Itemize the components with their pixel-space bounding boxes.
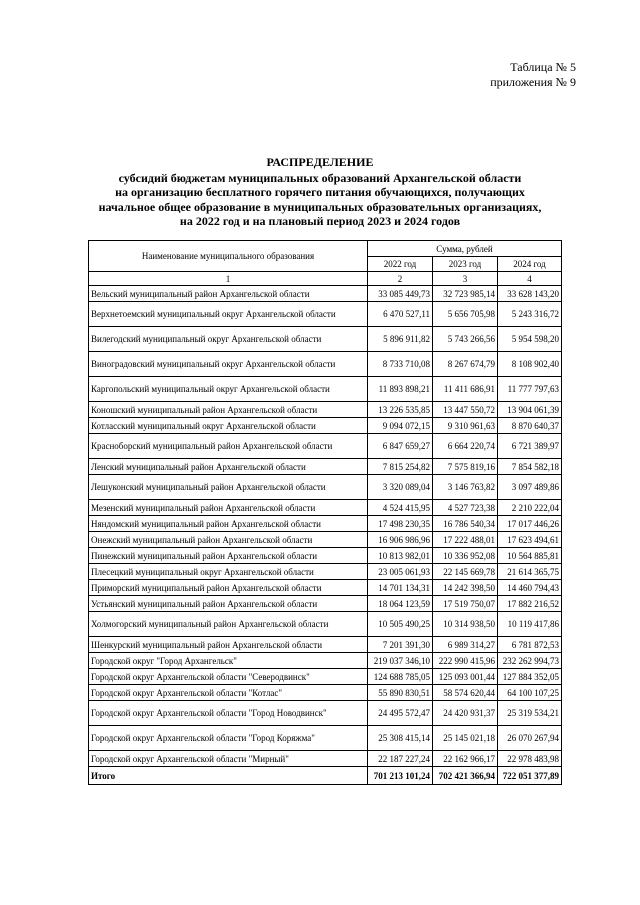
heading-line-3: начальное общее образование в муниципальных образовательных организациях, (98, 199, 542, 214)
heading-line-4: на 2022 год и на плановый период 2023 и 2024 годов (179, 214, 461, 228)
value-2022-cell: 18 064 123,59 (368, 596, 433, 612)
table-row (89, 564, 562, 580)
value-2023-cell: 6 664 220,74 (433, 434, 498, 459)
value-2022-cell: 10 813 982,01 (368, 548, 433, 564)
value-2024-cell: 17 623 494,61 (498, 532, 562, 548)
table-body (89, 286, 562, 767)
column-number-3: 3 (433, 272, 498, 286)
municipality-name-cell: Каргопольский муниципальный округ Архангельской области (89, 377, 368, 402)
value-2022-cell: 13 226 535,85 (368, 402, 433, 418)
municipality-name-cell: Верхнетоемский муниципальный округ Архангельской области (89, 302, 368, 327)
table-row (89, 701, 562, 726)
value-2024-cell: 64 100 107,25 (498, 685, 562, 701)
value-2022-cell: 4 524 415,95 (368, 500, 433, 516)
value-2023-cell: 14 242 398,50 (433, 580, 498, 596)
value-2022-cell: 10 505 490,25 (368, 612, 433, 637)
value-2022-cell: 11 893 898,21 (368, 377, 433, 402)
total-2022: 701 213 101,24 (368, 767, 433, 785)
value-2024-cell: 33 628 143,20 (498, 286, 562, 302)
table-row (89, 402, 562, 418)
heading-line-1: субсидий бюджетам муниципальных образований Архангельской области (118, 170, 522, 185)
municipality-name-cell: Холмогорский муниципальный район Архангельской области (89, 612, 368, 637)
municipality-name-cell: Городской округ Архангельской области "Город Коряжма" (89, 726, 368, 751)
table-row (89, 516, 562, 532)
value-2023-cell: 8 267 674,79 (433, 352, 498, 377)
value-2024-cell: 8 870 640,37 (498, 418, 562, 434)
table-row (89, 751, 562, 767)
value-2022-cell: 23 005 061,93 (368, 564, 433, 580)
table-row (89, 637, 562, 653)
value-2023-cell: 22 162 966,17 (433, 751, 498, 767)
total-row (89, 767, 562, 785)
value-2022-cell: 124 688 785,05 (368, 669, 433, 685)
table-row (89, 653, 562, 669)
value-2024-cell: 127 884 352,05 (498, 669, 562, 685)
value-2023-cell: 125 093 001,44 (433, 669, 498, 685)
appendix-reference (490, 60, 576, 90)
municipality-name-cell: Вельский муниципальный район Архангельской области (89, 286, 368, 302)
table-row (89, 434, 562, 459)
table-row (89, 500, 562, 516)
value-2024-cell: 10 119 417,86 (498, 612, 562, 637)
municipality-name-cell: Котласский муниципальный округ Архангельской области (89, 418, 368, 434)
header-municipality-name: Наименование муниципального образования (89, 241, 368, 272)
value-2022-cell: 6 847 659,27 (368, 434, 433, 459)
value-2022-cell: 33 085 449,73 (368, 286, 433, 302)
value-2022-cell: 6 470 527,11 (368, 302, 433, 327)
column-number-1: 1 (89, 272, 368, 286)
table-row (89, 612, 562, 637)
value-2023-cell: 7 575 819,16 (433, 459, 498, 475)
value-2024-cell: 6 781 872,53 (498, 637, 562, 653)
total-2023: 702 421 366,94 (433, 767, 498, 785)
municipality-name-cell: Мезенский муниципальный район Архангельской области (89, 500, 368, 516)
value-2024-cell: 11 777 797,63 (498, 377, 562, 402)
municipality-name-cell: Вилегодский муниципальный округ Архангельской области (89, 327, 368, 352)
table-row (89, 459, 562, 475)
municipality-name-cell: Ленский муниципальный район Архангельской области (89, 459, 368, 475)
document-title: РАСПРЕДЕЛЕНИЕ (266, 155, 374, 169)
appendix-number: приложения № 9 (490, 75, 576, 89)
value-2023-cell: 6 989 314,27 (433, 637, 498, 653)
header-year-2023: 2023 год (433, 257, 498, 272)
value-2023-cell: 13 447 550,72 (433, 402, 498, 418)
value-2023-cell: 25 145 021,18 (433, 726, 498, 751)
table-row (89, 548, 562, 564)
value-2024-cell: 7 854 582,18 (498, 459, 562, 475)
municipality-name-cell: Онежский муниципальный район Архангельской области (89, 532, 368, 548)
value-2023-cell: 5 743 266,56 (433, 327, 498, 352)
value-2022-cell: 7 815 254,82 (368, 459, 433, 475)
value-2022-cell: 8 733 710,08 (368, 352, 433, 377)
value-2023-cell: 3 146 763,82 (433, 475, 498, 500)
value-2023-cell: 4 527 723,38 (433, 500, 498, 516)
value-2023-cell: 11 411 686,91 (433, 377, 498, 402)
table-row (89, 352, 562, 377)
value-2024-cell: 8 108 902,40 (498, 352, 562, 377)
value-2023-cell: 9 310 961,63 (433, 418, 498, 434)
value-2024-cell: 17 882 216,52 (498, 596, 562, 612)
table-row (89, 475, 562, 500)
value-2023-cell: 5 656 705,98 (433, 302, 498, 327)
municipality-name-cell: Красноборский муниципальный район Архангельской области (89, 434, 368, 459)
municipality-name-cell: Няндомский муниципальный район Архангельской области (89, 516, 368, 532)
subsidy-distribution-table (88, 240, 562, 785)
value-2023-cell: 10 336 952,08 (433, 548, 498, 564)
value-2023-cell: 17 222 488,01 (433, 532, 498, 548)
municipality-name-cell: Городской округ Архангельской области "Северодвинск" (89, 669, 368, 685)
table-row (89, 596, 562, 612)
value-2024-cell: 5 954 598,20 (498, 327, 562, 352)
municipality-name-cell: Приморский муниципальный район Архангельской области (89, 580, 368, 596)
value-2024-cell: 10 564 885,81 (498, 548, 562, 564)
value-2023-cell: 10 314 938,50 (433, 612, 498, 637)
document-heading (60, 155, 580, 229)
value-2024-cell: 17 017 446,26 (498, 516, 562, 532)
table-row (89, 685, 562, 701)
column-number-2: 2 (368, 272, 433, 286)
value-2022-cell: 3 320 089,04 (368, 475, 433, 500)
total-label: Итого (89, 767, 368, 785)
value-2024-cell: 26 070 267,94 (498, 726, 562, 751)
value-2024-cell: 25 319 534,21 (498, 701, 562, 726)
value-2022-cell: 14 701 134,31 (368, 580, 433, 596)
table-row (89, 377, 562, 402)
municipality-name-cell: Шенкурский муниципальный район Архангельской области (89, 637, 368, 653)
value-2023-cell: 22 145 669,78 (433, 564, 498, 580)
value-2023-cell: 17 519 750,07 (433, 596, 498, 612)
table-row (89, 532, 562, 548)
value-2022-cell: 55 890 830,51 (368, 685, 433, 701)
municipality-name-cell: Городской округ "Город Архангельск" (89, 653, 368, 669)
value-2022-cell: 5 896 911,82 (368, 327, 433, 352)
value-2022-cell: 17 498 230,35 (368, 516, 433, 532)
municipality-name-cell: Устьянский муниципальный район Архангельской области (89, 596, 368, 612)
total-2024: 722 051 377,89 (498, 767, 562, 785)
header-year-2024: 2024 год (498, 257, 562, 272)
value-2024-cell: 22 978 483,98 (498, 751, 562, 767)
value-2022-cell: 7 201 391,30 (368, 637, 433, 653)
municipality-name-cell: Пинежский муниципальный район Архангельской области (89, 548, 368, 564)
heading-line-2: на организацию бесплатного горячего питания обучающихся, получающих (115, 185, 525, 199)
value-2024-cell: 5 243 316,72 (498, 302, 562, 327)
municipality-name-cell: Лешуконский муниципальный район Архангельской области (89, 475, 368, 500)
value-2022-cell: 22 187 227,24 (368, 751, 433, 767)
table-row (89, 580, 562, 596)
value-2023-cell: 24 420 931,37 (433, 701, 498, 726)
value-2024-cell: 21 614 365,75 (498, 564, 562, 580)
header-sum-rubles: Сумма, рублей (368, 241, 562, 257)
table-row (89, 418, 562, 434)
value-2023-cell: 32 723 985,14 (433, 286, 498, 302)
municipality-name-cell: Коношский муниципальный район Архангельской области (89, 402, 368, 418)
table-row (89, 669, 562, 685)
table-row (89, 286, 562, 302)
value-2023-cell: 58 574 620,44 (433, 685, 498, 701)
municipality-name-cell: Городской округ Архангельской области "Мирный" (89, 751, 368, 767)
value-2022-cell: 16 906 986,96 (368, 532, 433, 548)
municipality-name-cell: Городской округ Архангельской области "Котлас" (89, 685, 368, 701)
value-2024-cell: 6 721 389,97 (498, 434, 562, 459)
value-2022-cell: 219 037 346,10 (368, 653, 433, 669)
value-2024-cell: 14 460 794,43 (498, 580, 562, 596)
table-row (89, 726, 562, 751)
column-number-4: 4 (498, 272, 562, 286)
table-row (89, 302, 562, 327)
value-2022-cell: 25 308 415,14 (368, 726, 433, 751)
value-2024-cell: 3 097 489,86 (498, 475, 562, 500)
value-2024-cell: 2 210 222,04 (498, 500, 562, 516)
value-2023-cell: 222 990 415,96 (433, 653, 498, 669)
municipality-name-cell: Плесецкий муниципальный округ Архангельской области (89, 564, 368, 580)
value-2023-cell: 16 786 540,34 (433, 516, 498, 532)
value-2022-cell: 9 094 072,15 (368, 418, 433, 434)
municipality-name-cell: Виноградовский муниципальный округ Архангельской области (89, 352, 368, 377)
value-2024-cell: 232 262 994,73 (498, 653, 562, 669)
header-year-2022: 2022 год (368, 257, 433, 272)
value-2022-cell: 24 495 572,47 (368, 701, 433, 726)
value-2024-cell: 13 904 061,39 (498, 402, 562, 418)
table-number: Таблица № 5 (510, 60, 576, 74)
municipality-name-cell: Городской округ Архангельской области "Город Новодвинск" (89, 701, 368, 726)
table-row (89, 327, 562, 352)
